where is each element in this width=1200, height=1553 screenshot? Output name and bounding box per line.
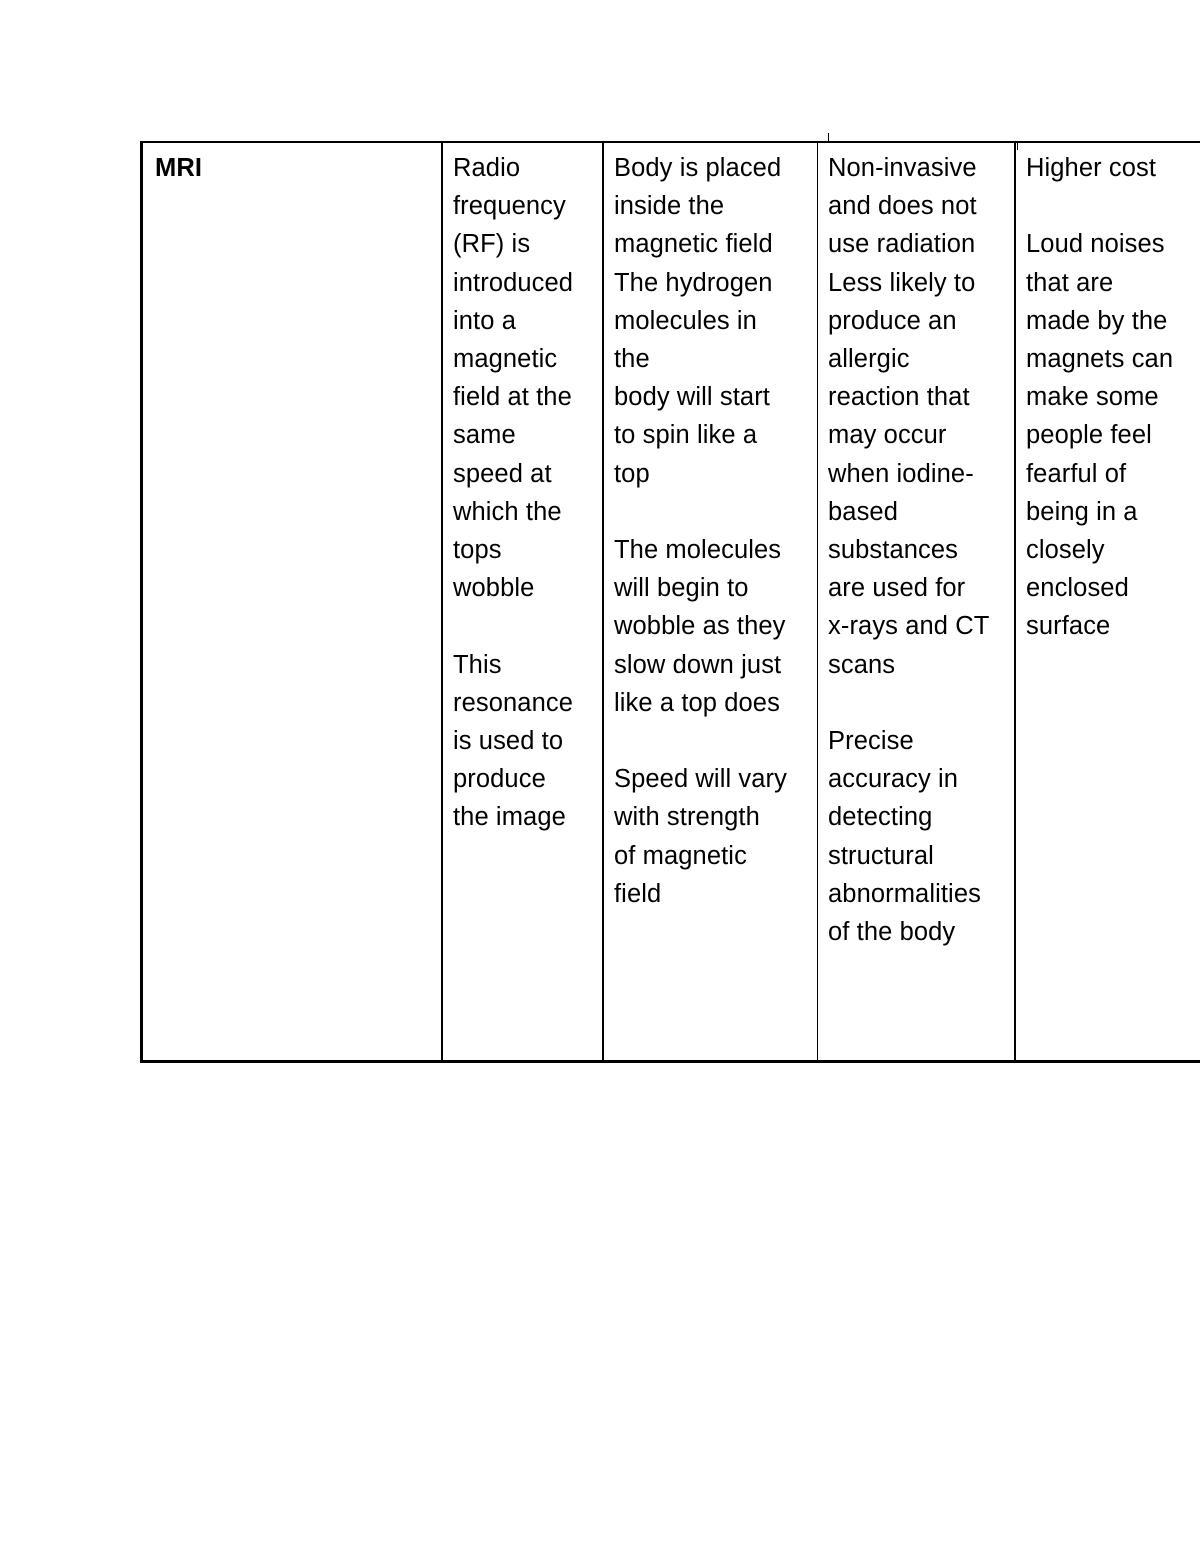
cell-how-it-works: Radio frequency (RF) is introduced into a magnetic field at the same speed at which the tops wobble This resonance is used to produce the image <box>441 143 603 1060</box>
cell-technique-name: MRI <box>140 143 442 1060</box>
cell-disadvantages: Higher cost Loud noises that are made by the magnets can make some people feel fearful of being in a closely enclosed surface <box>1014 143 1200 1060</box>
cell-advantages: Non-invasive and does not use radiation Less likely to produce an allergic reaction that may occur when iodine- based substances are used for x-rays and CT scans Precise accuracy in detecting structural abnormalities of the body <box>817 143 1015 1060</box>
cell-procedure: Body is placed inside the magnetic field The hydrogen molecules in the body will start to spin like a top The molecules will begin to wobble as they slow down just like a top does Speed will vary with strength of magnetic field <box>602 143 818 1060</box>
table-border-mark <box>1170 141 1200 142</box>
mri-comparison-table <box>140 141 1200 1063</box>
table-border-mark <box>828 133 829 143</box>
